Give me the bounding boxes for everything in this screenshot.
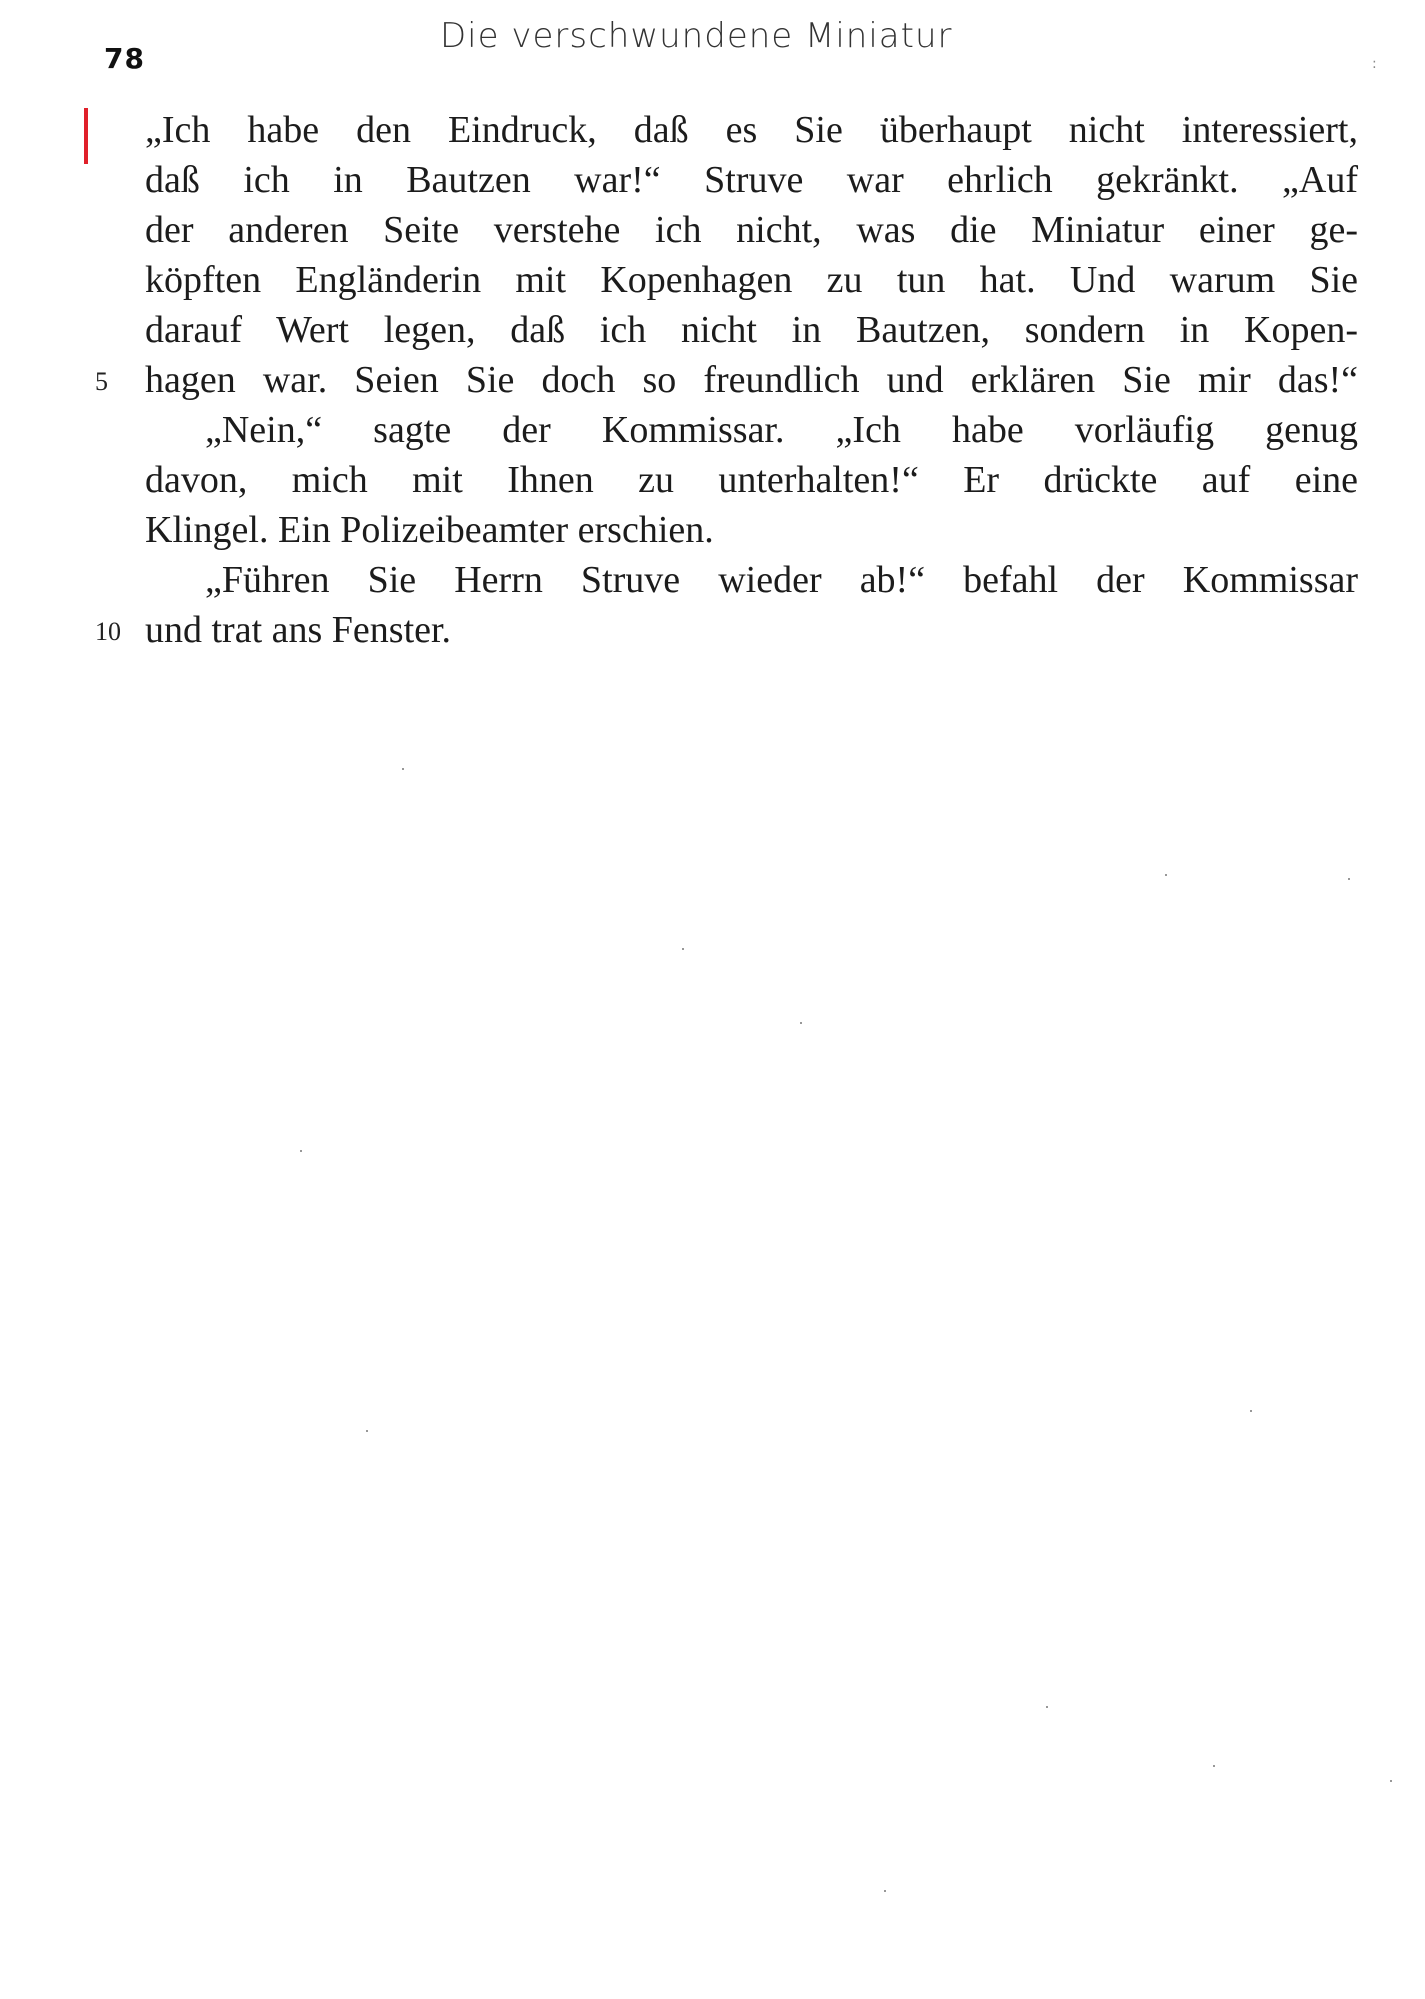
scan-speck: [800, 1022, 802, 1024]
body-text: [95, 105, 1358, 655]
page-number: 78: [104, 42, 145, 75]
text-line: [145, 105, 1358, 155]
scan-speck: [682, 948, 684, 950]
line-text: „Ich habe den Eindruck, daß es Sie überhaupt nicht interessiert,: [145, 109, 1358, 151]
text-line: [145, 155, 1358, 205]
line-text: hagen war. Seien Sie doch so freundlich und erklären Sie mir das!“: [145, 359, 1358, 401]
line-text: köpften Engländerin mit Kopenhagen zu tun hat. Und warum Sie: [145, 259, 1358, 301]
text-line: [145, 255, 1358, 305]
line-text: „Führen Sie Herrn Struve wieder ab!“ befahl der Kommissar: [205, 559, 1358, 601]
scan-speck: [1046, 1706, 1048, 1708]
line-number: 10: [95, 617, 121, 646]
text-line: [145, 405, 1358, 455]
scan-speck: [884, 1890, 886, 1892]
line-text: und trat ans Fenster.: [145, 609, 452, 651]
margin-change-bar: [84, 108, 88, 164]
scan-speck: [1165, 874, 1167, 876]
scan-speck: [1348, 878, 1350, 880]
line-text: Klingel. Ein Polizeibeamter erschien.: [145, 509, 714, 551]
text-line: [145, 505, 1358, 555]
scan-speck: [300, 1150, 302, 1152]
text-line: [95, 605, 1358, 655]
scan-speck: [366, 1430, 368, 1432]
text-line: [145, 555, 1358, 605]
scan-speck: [402, 768, 404, 770]
line-text: darauf Wert legen, daß ich nicht in Bautzen, sondern in Kopen-: [145, 309, 1358, 351]
corner-mark: :: [1372, 56, 1377, 72]
text-line: [145, 205, 1358, 255]
line-number: 5: [95, 367, 108, 396]
text-line: [95, 355, 1358, 405]
text-line: [145, 305, 1358, 355]
line-text: davon, mich mit Ihnen zu unterhalten!“ Er drückte auf eine: [145, 459, 1358, 501]
scan-speck: [1250, 1410, 1252, 1412]
running-head: Die verschwundene Miniatur: [440, 16, 953, 56]
scan-speck: [1390, 1780, 1392, 1782]
line-text: „Nein,“ sagte der Kommissar. „Ich habe vorläufig genug: [205, 409, 1358, 451]
line-text: daß ich in Bautzen war!“ Struve war ehrlich gekränkt. „Auf: [145, 159, 1358, 201]
scan-speck: [1213, 1765, 1215, 1767]
text-line: [145, 455, 1358, 505]
line-text: der anderen Seite verstehe ich nicht, was die Miniatur einer ge-: [145, 209, 1358, 251]
